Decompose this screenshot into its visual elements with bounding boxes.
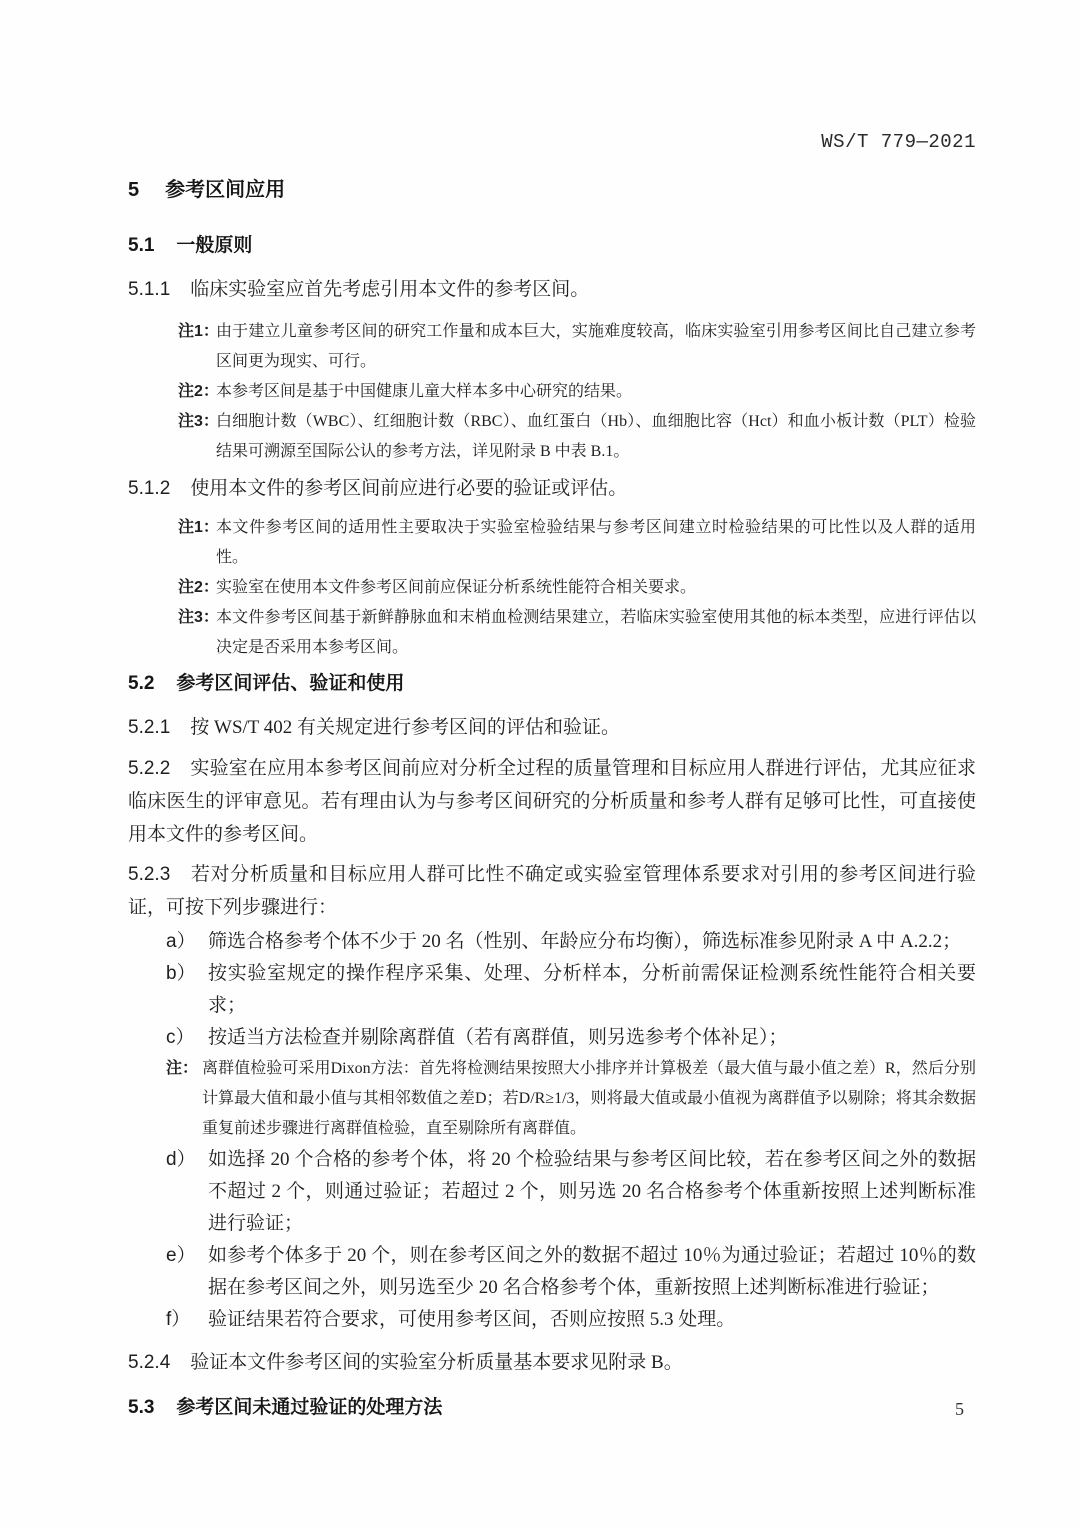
note-label: 注3：	[178, 609, 219, 626]
list-item	[166, 1240, 976, 1304]
clause-5-1-1	[128, 277, 976, 303]
clause-heading-5-2	[128, 672, 976, 696]
note-label: 注2：	[178, 579, 219, 596]
clause-heading-title: 参考区间未通过验证的处理方法	[176, 1397, 443, 1418]
clause-heading-title: 参考区间评估、验证和使用	[176, 673, 405, 694]
list-item	[166, 1144, 976, 1240]
list-item	[166, 1022, 976, 1054]
clause-number: 5.2.4	[128, 1352, 171, 1373]
note	[178, 603, 976, 663]
step-list-d-f	[166, 1144, 976, 1336]
clause-5-2-4	[128, 1350, 976, 1376]
list-item	[166, 926, 976, 958]
list-item-text: 筛选合格参考个体不少于 20 名（性别、年龄应分布均衡），筛选标准参见附录 A 中 A.2.2；	[208, 931, 962, 952]
note-text: 白细胞计数（WBC）、红细胞计数（RBC）、血红蛋白（Hb）、血细胞比容（Hct）和血小板计数（PLT）检验结果可溯源至国际公认的参考方法，详见附录 B 中表 B.1。	[216, 413, 976, 460]
list-item	[166, 1304, 976, 1336]
list-item-text: 如选择 20 个合格的参考个体，将 20 个检验结果与参考区间比较，若在参考区间之外的数据不超过 2 个，则通过验证；若超过 2 个，则另选 20 名合格参考个体重新按照上述判断标准进行验证；	[208, 1149, 976, 1234]
step-list-a-c	[166, 926, 976, 1054]
clause-heading-number: 5	[128, 179, 140, 201]
note-text: 离群值检验可采用Dixon方法：首先将检测结果按照大小排序并计算极差（最大值与最小值之差）R，然后分别计算最大值和最小值与其相邻数值之差D；若D/R≥1/3，则将最大值或最小值视为离群值予以剔除；将其余数据重复前述步骤进行离群值检验，直至剔除所有离群值。	[202, 1060, 976, 1137]
note-text: 实验室在使用本文件参考区间前应保证分析系统性能符合相关要求。	[216, 579, 697, 596]
page-number: 5	[955, 1399, 964, 1419]
clause-number: 5.2.1	[128, 717, 171, 738]
clause-number: 5.1.1	[128, 279, 171, 300]
list-item-label: e）	[166, 1245, 196, 1266]
notes-5-1-1	[178, 317, 976, 467]
list-item-text: 验证结果若符合要求，可使用参考区间，否则应按照 5.3 处理。	[208, 1309, 736, 1330]
note	[178, 377, 976, 407]
clause-heading-5-3	[128, 1396, 976, 1420]
list-item-label: c）	[166, 1027, 195, 1048]
list-item-label: d）	[166, 1149, 196, 1170]
list-item-label: f）	[166, 1309, 191, 1330]
clause-5-2-1	[128, 715, 976, 741]
clause-heading-number: 5.2	[128, 673, 155, 694]
note	[178, 407, 976, 467]
clause-text: 按 WS/T 402 有关规定进行参考区间的评估和验证。	[190, 717, 621, 738]
note	[178, 573, 976, 603]
clause-text: 实验室在应用本参考区间前应对分析全过程的质量管理和目标应用人群进行评估，尤其应征求临床医生的评审意见。若有理由认为与参考区间研究的分析质量和参考人群有足够可比性，可直接使用本文件的参考区间。	[128, 758, 976, 845]
notes-5-1-2	[178, 513, 976, 663]
clause-heading-5	[128, 178, 976, 202]
note-label: 注1：	[178, 323, 219, 340]
clause-5-1-2	[128, 476, 976, 502]
clause-text: 使用本文件的参考区间前应进行必要的验证或评估。	[190, 478, 628, 499]
list-item-text: 按实验室规定的操作程序采集、处理、分析样本，分析前需保证检测系统性能符合相关要求；	[208, 963, 976, 1016]
clause-number: 5.2.2	[128, 758, 171, 779]
list-item-label: a）	[166, 931, 196, 952]
note-text: 本文件参考区间基于新鲜静脉血和末梢血检测结果建立，若临床实验室使用其他的标本类型，应进行评估以决定是否采用本参考区间。	[216, 609, 976, 656]
note-text: 本文件参考区间的适用性主要取决于实验室检验结果与参考区间建立时检验结果的可比性以及人群的适用性。	[216, 519, 976, 566]
clause-text: 临床实验室应首先考虑引用本文件的参考区间。	[190, 279, 590, 300]
note	[178, 317, 976, 377]
header-standard-code: WS/T 779—2021	[821, 131, 976, 153]
clause-text: 若对分析质量和目标应用人群可比性不确定或实验室管理体系要求对引用的参考区间进行验证，可按下列步骤进行：	[128, 864, 976, 918]
note-label: 注2：	[178, 383, 219, 400]
clause-heading-number: 5.1	[128, 235, 155, 256]
note-dixon-method	[166, 1054, 976, 1144]
clause-heading-title: 一般原则	[176, 235, 253, 256]
note-label: 注：	[166, 1060, 199, 1077]
list-item-text: 如参考个体多于 20 个，则在参考区间之外的数据不超过 10％为通过验证；若超过 10％的数据在参考区间之外，则另选至少 20 名合格参考个体，重新按照上述判断标准进行验证；	[208, 1245, 976, 1298]
clause-heading-number: 5.3	[128, 1397, 155, 1418]
list-item-text: 按适当方法检查并剔除离群值（若有离群值，则另选参考个体补足）；	[208, 1027, 788, 1048]
note-text: 由于建立儿童参考区间的研究工作量和成本巨大，实施难度较高，临床实验室引用参考区间比自己建立参考区间更为现实、可行。	[216, 323, 976, 370]
clause-5-2-3	[128, 858, 976, 924]
note-label: 注1：	[178, 519, 219, 536]
note	[178, 513, 976, 573]
note-label: 注3：	[178, 413, 219, 430]
clause-heading-title: 参考区间应用	[165, 179, 286, 201]
note-text: 本参考区间是基于中国健康儿童大样本多中心研究的结果。	[216, 383, 633, 400]
list-item	[166, 958, 976, 1022]
clause-heading-5-1	[128, 234, 976, 258]
clause-text: 验证本文件参考区间的实验室分析质量基本要求见附录 B。	[190, 1352, 683, 1373]
clause-5-2-2	[128, 752, 976, 851]
list-item-label: b）	[166, 963, 196, 984]
page-content	[128, 178, 976, 1420]
clause-number: 5.1.2	[128, 478, 171, 499]
clause-number: 5.2.3	[128, 864, 171, 885]
